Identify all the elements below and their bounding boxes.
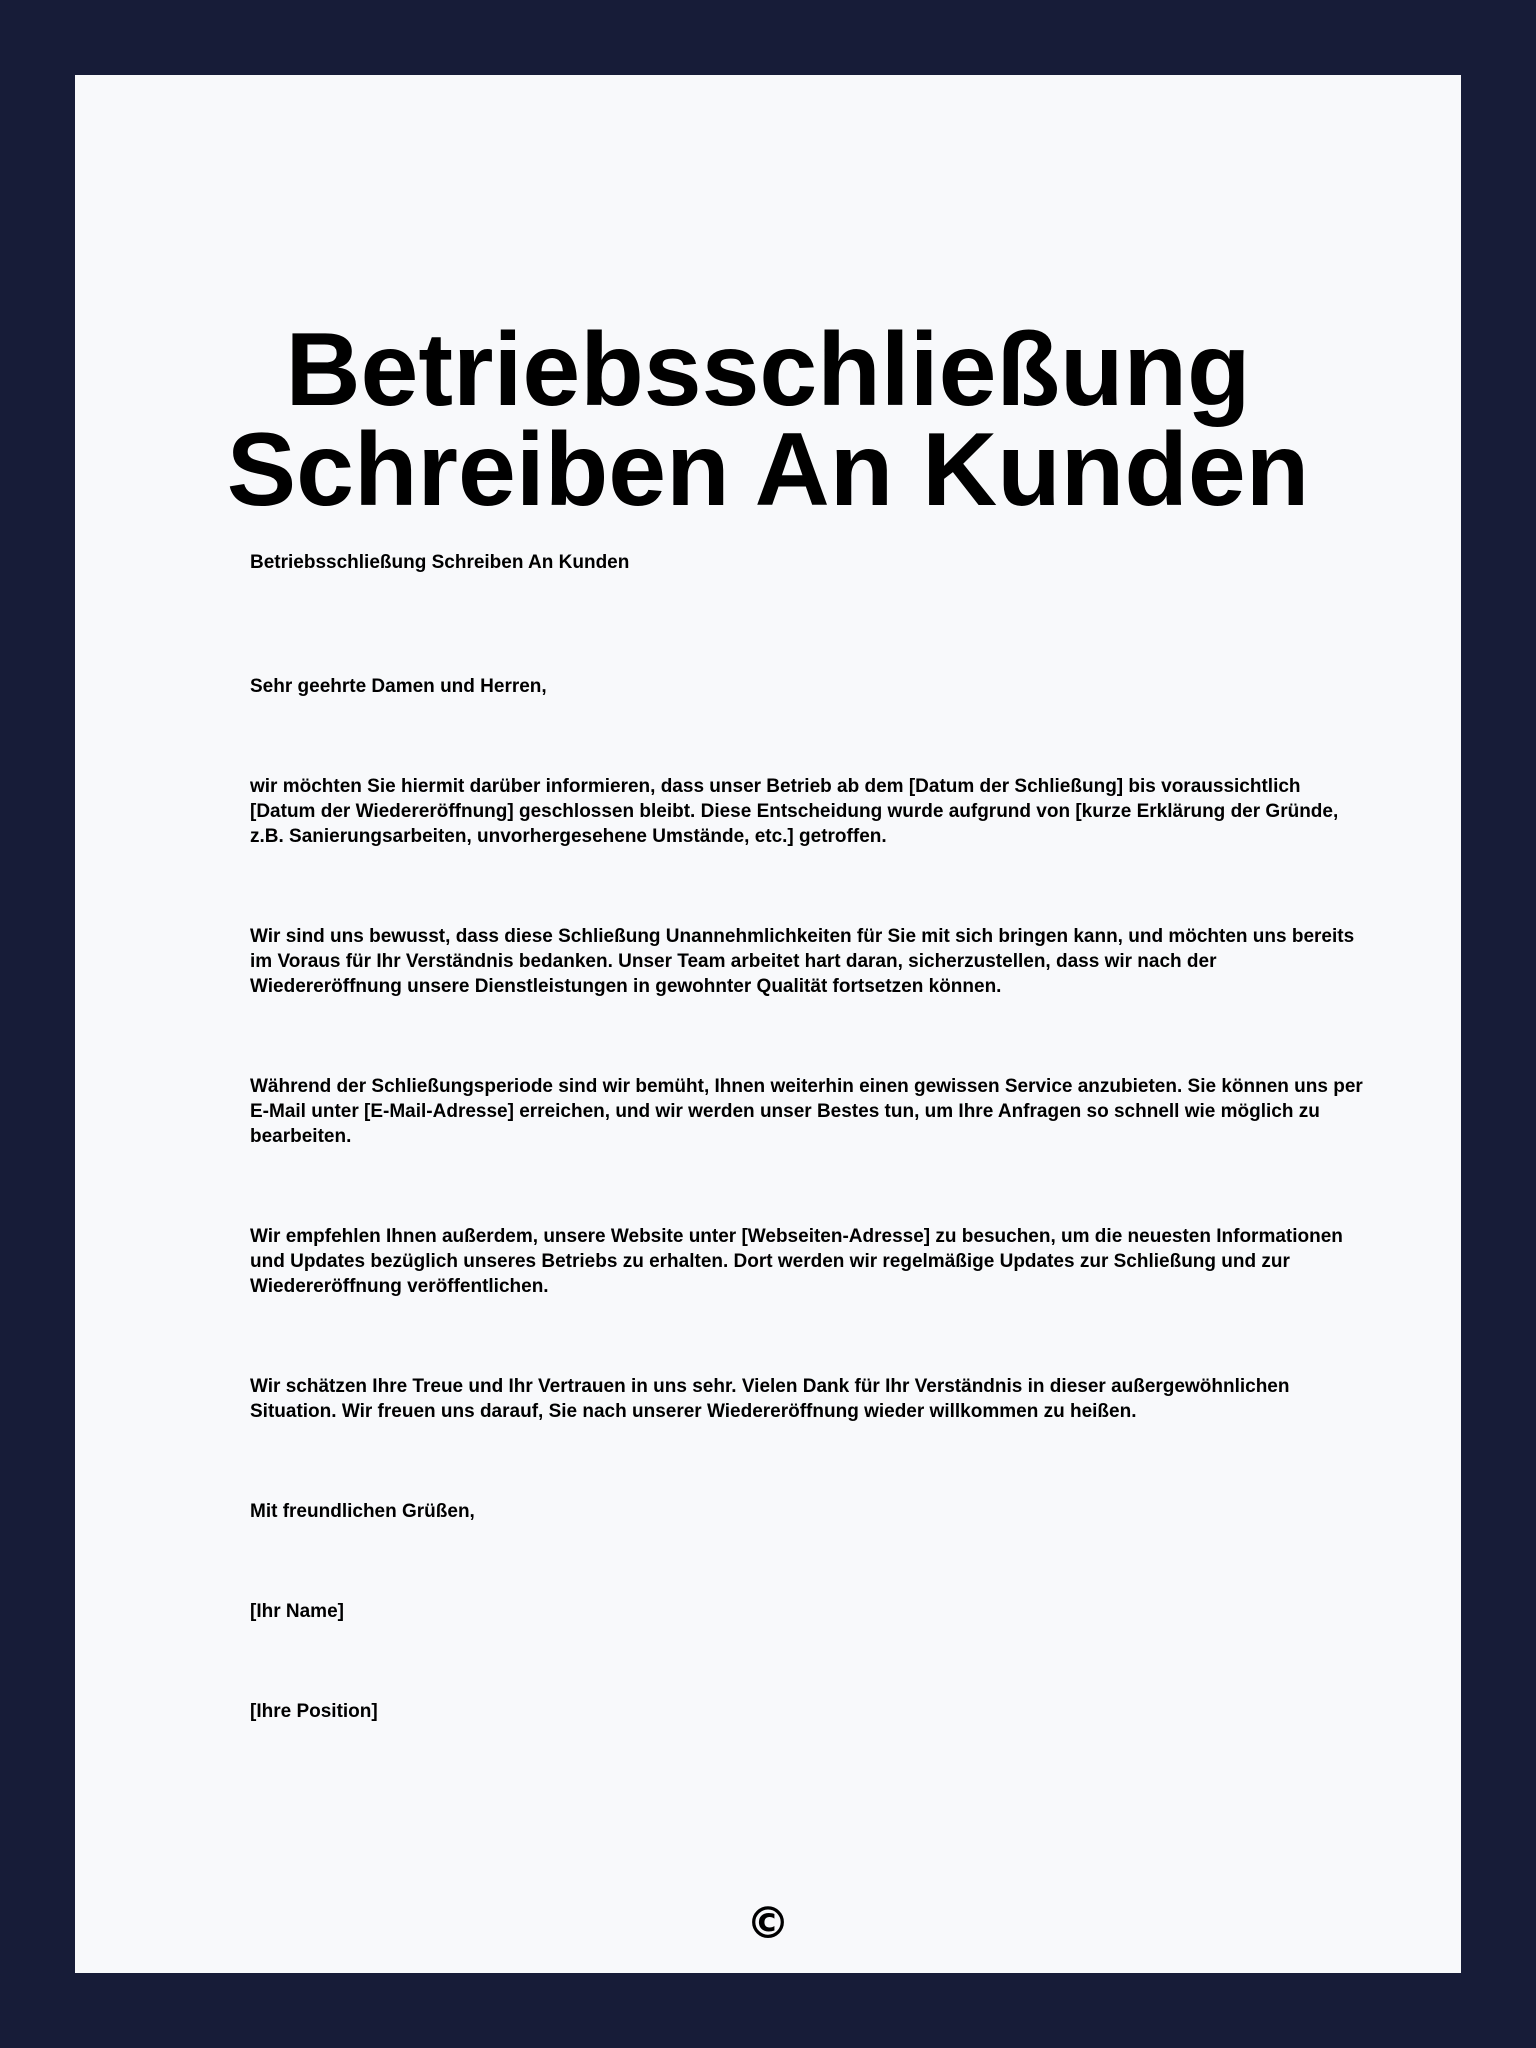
title-line-1: Betriebsschließung bbox=[285, 312, 1251, 428]
sender-position: [Ihre Position] bbox=[250, 1701, 378, 1722]
document-page bbox=[75, 75, 1461, 1973]
letter-paragraph-4: Wir empfehlen Ihnen außerdem, unsere Website unter [Webseiten-Adresse] zu besuchen, um die neuesten Informationen und Updates bezüglich unseres Betriebs zu erhalten. Dort werden wir regelmäßige Updates zur Schließung und zur Wiedereröffnung veröffentlichen. bbox=[250, 1226, 1343, 1297]
sender-name: [Ihr Name] bbox=[250, 1601, 344, 1622]
letter-paragraph-1: wir möchten Sie hiermit darüber informieren, dass unser Betrieb ab dem [Datum der Schließung] bis voraussichtlich [Datum der Wiedereröffnung] geschlossen bleibt. Diese Entscheidung wurde aufgrund von [kurze Erklärung der Gründe, z.B. Sanierungsarbeiten, unvorhergesehene Umstände, etc.] getroffen. bbox=[250, 776, 1339, 847]
copyright-icon: © bbox=[746, 1898, 790, 1949]
title-line-2: Schreiben An Kunden bbox=[226, 412, 1310, 528]
letter-body bbox=[250, 550, 1370, 1799]
letter-closing: Mit freundlichen Grüßen, bbox=[250, 1501, 475, 1522]
letter-paragraph-5: Wir schätzen Ihre Treue und Ihr Vertrauen in uns sehr. Vielen Dank für Ihr Verständnis in dieser außergewöhnlichen Situation. Wir freuen uns darauf, Sie nach unserer Wiedereröffnung wieder willkommen zu heißen. bbox=[250, 1376, 1290, 1422]
page-title bbox=[75, 312, 1461, 528]
letter-greeting: Sehr geehrte Damen und Herren, bbox=[250, 676, 547, 697]
letter-paragraph-3: Während der Schließungsperiode sind wir bemüht, Ihnen weiterhin einen gewissen Service anzubieten. Sie können uns per E-Mail unter [E-Mail-Adresse] erreichen, und wir werden unser Bestes tun, um Ihre Anfragen so schnell wie möglich zu bearbeiten. bbox=[250, 1076, 1363, 1147]
letter-subject: Betriebsschließung Schreiben An Kunden bbox=[250, 552, 630, 573]
letter-paragraph-2: Wir sind uns bewusst, dass diese Schließung Unannehmlichkeiten für Sie mit sich bringen kann, und möchten uns bereits im Voraus für Ihr Verständnis bedanken. Unser Team arbeitet hart daran, sicherzustellen, dass wir nach der Wiedereröffnung unsere Dienstleistungen in gewohnter Qualität fortsetzen können. bbox=[250, 926, 1355, 997]
